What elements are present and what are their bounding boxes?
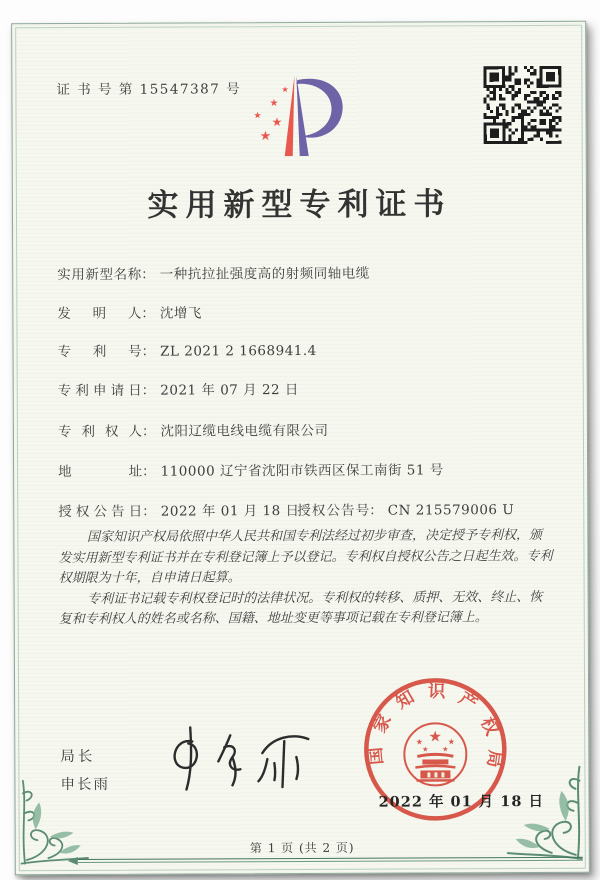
cnipa-logo-icon bbox=[241, 74, 351, 158]
field-label: 发明人 bbox=[57, 305, 142, 323]
colon: ： bbox=[142, 503, 156, 520]
field-value: 2021 年 07 月 22 日 bbox=[160, 382, 299, 399]
certificate-paper bbox=[11, 21, 590, 876]
field-value: ZL 2021 2 1668941.4 bbox=[160, 342, 317, 360]
field-value: 2022 年 01 月 18 日 bbox=[160, 503, 300, 520]
svg-text:★: ★ bbox=[428, 727, 443, 746]
colon: ： bbox=[369, 502, 383, 519]
body-paragraph-2: 专利证书记载专利权登记时的法律状况。专利权的转移、质押、无效、终止、恢复和专利权人的姓名或名称、国籍、地址变更等事项记载在专利登记簿上。 bbox=[58, 589, 543, 628]
field-value: CN 215579006 U bbox=[387, 502, 515, 519]
svg-text:★: ★ bbox=[253, 111, 262, 122]
svg-text:★: ★ bbox=[281, 85, 289, 95]
field-value: 沈阳辽缆电线电缆有限公司 bbox=[160, 422, 329, 440]
field-label: 专利号 bbox=[57, 343, 142, 361]
body-paragraph-1: 国家知识产权局依照中华人民共和国专利法经过初步审查，决定授予专利权，颁发实用新型专利证书并在专利登记簿上予以登记。专利权自授权公告之日起生效。专利权期限为十年，自申请日起算。 bbox=[58, 527, 553, 587]
field-row-grant-no bbox=[297, 498, 514, 519]
field-label: 授权公告日 bbox=[58, 503, 143, 521]
svg-text:★: ★ bbox=[271, 115, 283, 130]
field-label: 实用新型名称 bbox=[57, 266, 142, 284]
field-label: 专利权人 bbox=[57, 423, 142, 441]
signature-icon bbox=[162, 723, 322, 798]
field-row-patentee bbox=[58, 419, 329, 440]
field-row-address bbox=[58, 458, 444, 480]
field-row-grant-date bbox=[58, 499, 299, 520]
svg-text:★: ★ bbox=[422, 745, 429, 754]
seal-text: 国家知识产权局 bbox=[365, 681, 505, 769]
field-label: 授权公告号 bbox=[297, 502, 370, 520]
svg-text:★: ★ bbox=[269, 98, 279, 110]
field-label: 专利申请日 bbox=[57, 382, 142, 400]
colon: ： bbox=[142, 463, 156, 480]
corner-flourish-right-icon bbox=[505, 757, 586, 873]
page-footer: 第 1 页 (共 2 页) bbox=[249, 840, 355, 856]
qr-code-icon bbox=[483, 66, 561, 144]
svg-text:★: ★ bbox=[259, 129, 272, 145]
national-emblem-icon bbox=[404, 723, 466, 785]
field-value: 一种抗拉扯强度高的射频同轴电缆 bbox=[159, 265, 370, 283]
svg-text:国家知识产权局 bbox=[366, 682, 505, 770]
field-row-name bbox=[57, 262, 370, 283]
field-label: 地址 bbox=[58, 463, 143, 481]
svg-text:★: ★ bbox=[442, 745, 449, 754]
director-name: 申长雨 bbox=[60, 776, 111, 794]
field-row-patent-no bbox=[58, 339, 317, 360]
certificate-number: 证 书 号 第 15547387 号 bbox=[56, 81, 242, 99]
svg-text:★: ★ bbox=[447, 737, 455, 747]
colon: ： bbox=[141, 343, 156, 360]
field-value: 110000 辽宁省沈阳市铁西区保工南街 51 号 bbox=[160, 462, 444, 480]
colon: ： bbox=[141, 305, 155, 322]
field-value: 沈增飞 bbox=[159, 305, 202, 322]
certificate-title: 实用新型专利证书 bbox=[147, 186, 452, 224]
seal-date: 2022 年 01 月 18 日 bbox=[378, 792, 545, 811]
colon: ： bbox=[141, 423, 156, 440]
colon: ： bbox=[141, 382, 156, 399]
field-row-filing-date bbox=[58, 378, 299, 399]
svg-text:★: ★ bbox=[415, 737, 423, 747]
director-title: 局长 bbox=[60, 748, 96, 766]
legal-text bbox=[58, 526, 554, 631]
field-row-inventor bbox=[57, 301, 202, 322]
colon: ： bbox=[141, 266, 155, 283]
corner-flourish-left-icon bbox=[17, 772, 89, 876]
